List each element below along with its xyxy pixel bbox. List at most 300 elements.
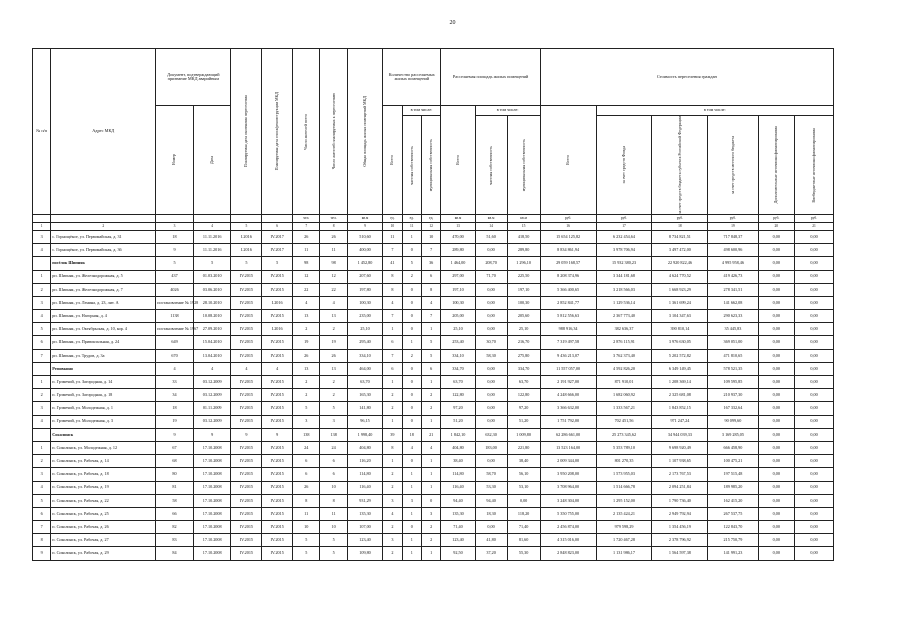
table-cell: 41,80 [475, 534, 507, 547]
table-cell: 7 [421, 310, 440, 323]
table-cell: 81 [156, 481, 194, 494]
table-cell: 6 [383, 362, 402, 375]
column-index-cell: 11 [402, 222, 421, 230]
table-cell: 3 248 304,00 [540, 494, 596, 507]
table-cell: 58 [156, 494, 194, 507]
table-cell: 82 [156, 521, 194, 534]
header-area-total: Всего [441, 106, 475, 215]
table-cell: 0,00 [758, 441, 795, 454]
table-cell: 5 [293, 534, 320, 547]
table-cell: IV.2015 [231, 534, 262, 547]
table-cell: 123,40 [347, 534, 382, 547]
table-cell: 1 361 699,24 [652, 296, 708, 309]
table-cell: 21 [421, 428, 440, 441]
table-cell: 390 810,14 [652, 323, 708, 336]
table-cell: 122 843,70 [708, 521, 758, 534]
table-cell: IV.2015 [231, 481, 262, 494]
column-index-cell: 18 [652, 222, 708, 230]
table-cell: IV.2015 [231, 389, 262, 402]
header-cost-incl: в том числе: [596, 106, 833, 116]
table-cell: 4 [231, 362, 262, 375]
table-cell: 0 [402, 415, 421, 428]
header-address: Адрес МКД [51, 49, 156, 215]
table-cell: 1 208 369,14 [652, 376, 708, 389]
table-cell: 4 [293, 296, 320, 309]
table-cell: 2 191 927,00 [540, 376, 596, 389]
table-cell: 3 [33, 468, 51, 481]
table-cell: 35 445,83 [708, 323, 758, 336]
header-cost-subject: за счет средств бюджета субъекта Российской Федерации [652, 116, 708, 215]
unit-cell: руб. [758, 214, 795, 222]
table-cell: 56,10 [507, 468, 540, 481]
table-cell: 2 [293, 376, 320, 389]
table-cell: 0,00 [795, 270, 834, 283]
table-cell: 4 315 016,00 [540, 534, 596, 547]
table-cell: 3 708 964,00 [540, 481, 596, 494]
table-cell: 3 [320, 415, 347, 428]
table-row [33, 455, 834, 468]
table-cell: 510,60 [347, 230, 382, 243]
table-cell: IV.2017 [262, 230, 293, 243]
table-cell: 03.12.2009 [193, 415, 231, 428]
table-cell: 5 [293, 547, 320, 560]
table-cell: 5 [262, 257, 293, 270]
table-cell: 0,00 [795, 296, 834, 309]
unit-cell: ед. [383, 214, 402, 222]
table-cell: 7 [383, 310, 402, 323]
table-cell: 289,80 [441, 244, 475, 257]
table-cell: 0,00 [795, 494, 834, 507]
table-cell: 5 [320, 402, 347, 415]
table-cell: 3 [33, 402, 51, 415]
table-cell: IV.2015 [231, 468, 262, 481]
address-cell: п. Соколинск, ул. Рабочая, д. 22 [51, 494, 156, 507]
table-cell: 36 [421, 257, 440, 270]
table-row [33, 415, 834, 428]
table-cell: 26 [320, 230, 347, 243]
column-index-cell: 3 [156, 222, 194, 230]
table-cell: 470,00 [441, 230, 475, 243]
table-cell: IV.2015 [231, 415, 262, 428]
table-cell: 97,20 [507, 402, 540, 415]
table-cell: 71,70 [475, 270, 507, 283]
table-cell: 0,00 [795, 415, 834, 428]
address-cell: Соколинск [51, 428, 156, 441]
table-cell: 123,40 [441, 534, 475, 547]
table-cell: 53,10 [507, 481, 540, 494]
header-cost-fund: за счет средств Фонда [596, 116, 652, 215]
table-cell: 871 910,01 [596, 376, 652, 389]
table-cell: постановление № 1928 [156, 296, 194, 309]
table-cell: 22 [293, 283, 320, 296]
settlement-summary-row [33, 428, 834, 441]
column-index-cell: 19 [708, 222, 758, 230]
table-cell: IV.2015 [231, 441, 262, 454]
table-cell: 0,00 [795, 534, 834, 547]
header-cost-extra2: Внебюджетные источники финансирования [795, 116, 834, 215]
address-cell: рп. Шипняк, ул. Трудов, д. 3а [51, 349, 156, 362]
table-cell: 2 876 115,91 [596, 336, 652, 349]
address-cell: посёлок Шипняк [51, 257, 156, 270]
column-index-cell: 17 [596, 222, 652, 230]
table-cell: 167 332,64 [708, 402, 758, 415]
table-cell: 2 [421, 402, 440, 415]
table-cell: 1 998,40 [347, 428, 382, 441]
table-cell: 58,30 [475, 349, 507, 362]
table-cell: 0,00 [475, 323, 507, 336]
table-cell: 109,80 [347, 547, 382, 560]
table-cell: 17.10.2008 [193, 534, 231, 547]
unit-cell: руб. [795, 214, 834, 222]
table-cell: 26 [320, 349, 347, 362]
table-cell: 0,00 [795, 362, 834, 375]
table-cell: 0,00 [475, 415, 507, 428]
address-cell: рп. Шипняк, ул. Октябрьская, д. 10, кор. 4 [51, 323, 156, 336]
table-cell: 26 [293, 349, 320, 362]
table-cell: 63,70 [507, 376, 540, 389]
table-cell: 1 [421, 547, 440, 560]
address-cell: п. Грэмечий, ул. Загородная, д. 18 [51, 389, 156, 402]
table-cell: 71,40 [507, 521, 540, 534]
table-cell: 0,00 [475, 376, 507, 389]
table-cell: I.2016 [262, 323, 293, 336]
table-cell: 0,00 [475, 402, 507, 415]
table-cell: 649 [156, 336, 194, 349]
table-cell: 2 [293, 389, 320, 402]
table-cell: 24 [320, 441, 347, 454]
table-cell: IV.2015 [262, 468, 293, 481]
table-cell: 0,00 [758, 415, 795, 428]
unit-cell [33, 214, 51, 222]
table-cell: 1 [33, 441, 51, 454]
table-cell: 0,00 [795, 547, 834, 560]
table-cell: 419 426,73 [708, 270, 758, 283]
table-cell: 1 [421, 468, 440, 481]
table-cell: 38,40 [441, 455, 475, 468]
table-cell: 135,30 [441, 507, 475, 520]
table-cell: 9 [33, 547, 51, 560]
table-cell: 0,00 [795, 481, 834, 494]
table-cell: 2 367 773,40 [596, 310, 652, 323]
column-index-row [33, 222, 834, 230]
table-cell: 267 537,75 [708, 507, 758, 520]
unit-cell [193, 214, 231, 222]
table-cell: 4 [33, 310, 51, 323]
table-cell: 0,00 [758, 362, 795, 375]
table-cell: 1 843 852,15 [652, 402, 708, 415]
header-rooms-incl: в том числе: [402, 106, 441, 116]
header-area-municipal: муниципальная собственность [507, 116, 540, 215]
table-cell: 4 [156, 362, 194, 375]
table-cell: 197,10 [507, 283, 540, 296]
table-cell: 0 [402, 521, 421, 534]
table-cell: 0,00 [758, 494, 795, 507]
table-row [33, 481, 834, 494]
table-cell: 0 [402, 296, 421, 309]
table-cell: 0,00 [475, 310, 507, 323]
table-cell: 0 [421, 494, 440, 507]
table-cell: 0,00 [795, 323, 834, 336]
table-cell: 4 624 770,52 [652, 270, 708, 283]
table-cell: 0,00 [758, 270, 795, 283]
table-cell: 17.10.2008 [193, 468, 231, 481]
table-cell: 5 [156, 257, 194, 270]
address-cell: п. Соколинск, ул. Рабочая, д. 27 [51, 534, 156, 547]
address-cell: п. Соколинск, ул. Рабочая, д. 29 [51, 547, 156, 560]
table-cell: 8 [421, 283, 440, 296]
table-cell: 717 848,37 [708, 230, 758, 243]
table-cell: 67 [156, 441, 194, 454]
header-planned-end: Планируемая дата окончания переселения [231, 49, 262, 215]
table-cell: 225,50 [507, 270, 540, 283]
column-index-cell: 20 [758, 222, 795, 230]
table-cell: 275,80 [507, 349, 540, 362]
column-index-cell: 9 [347, 222, 382, 230]
address-cell: п. Соколинск, ул. Рабочая, д. 18 [51, 468, 156, 481]
table-cell: 71,40 [441, 521, 475, 534]
table-cell: 801 270,35 [596, 455, 652, 468]
table-cell: 4 [421, 441, 440, 454]
table-cell: 471 810,65 [708, 349, 758, 362]
table-cell: 702 451,56 [596, 415, 652, 428]
table-cell: 51,60 [475, 230, 507, 243]
table-cell: IV.2015 [262, 415, 293, 428]
table-cell: 8 [383, 283, 402, 296]
table-cell: 11 [383, 230, 402, 243]
table-cell: 2 135 424,21 [596, 507, 652, 520]
table-cell: 3 [33, 230, 51, 243]
table-cell: 01.03.2010 [193, 270, 231, 283]
table-row [33, 349, 834, 362]
table-cell: 2 [383, 481, 402, 494]
table-cell: 9 [262, 428, 293, 441]
table-cell: 0,00 [795, 283, 834, 296]
table-cell: 2 [33, 283, 51, 296]
table-cell: 197,80 [347, 283, 382, 296]
table-cell: 6 [293, 455, 320, 468]
header-rooms-municipal: муниципальная собственность [421, 116, 440, 215]
table-cell: 51,20 [441, 415, 475, 428]
table-cell: IV.2015 [262, 402, 293, 415]
table-cell: 5 [402, 257, 421, 270]
table-cell: IV.2015 [231, 402, 262, 415]
table-cell: 3 [293, 415, 320, 428]
header-doc-date: Дата [193, 106, 231, 215]
table-cell: 0,00 [475, 244, 507, 257]
table-cell: 3 [402, 494, 421, 507]
table-cell: 7 [33, 349, 51, 362]
header-total-area: Общая площадь жилых помещений МКД [347, 49, 382, 215]
table-cell: 18 [156, 402, 194, 415]
table-row [33, 468, 834, 481]
table-cell: 1 [33, 376, 51, 389]
table-cell: 26 [293, 230, 320, 243]
table-cell: постановление № 1967 [156, 323, 194, 336]
table-cell: 17.10.2008 [193, 481, 231, 494]
table-cell: 2 [383, 521, 402, 534]
table-cell: 122,80 [507, 389, 540, 402]
unit-cell: ед. [402, 214, 421, 222]
header-doc-number: Номер [156, 106, 194, 215]
table-cell: 2 949 792,94 [652, 507, 708, 520]
unit-cell: руб. [596, 214, 652, 222]
table-cell: 94,40 [441, 494, 475, 507]
table-cell: 0,00 [795, 376, 834, 389]
header-rooms-total: Всего [383, 106, 402, 215]
address-cell: рп. Шипняк, ул. Ленина, д. 23, лит. А [51, 296, 156, 309]
table-cell: IV.2015 [262, 310, 293, 323]
unit-cell: руб. [652, 214, 708, 222]
table-cell: 13 [293, 362, 320, 375]
address-cell: п. Соколинск, ул. Молодежная, д. 12 [51, 441, 156, 454]
table-cell: 1 009,80 [507, 428, 540, 441]
table-cell: IV.2015 [262, 534, 293, 547]
column-index-cell: 15 [507, 222, 540, 230]
table-cell: 15 932 380,23 [596, 257, 652, 270]
table-cell: 2 173 767,53 [652, 468, 708, 481]
table-cell: 0 [402, 310, 421, 323]
table-cell: 17.10.2008 [193, 494, 231, 507]
table-cell: 3 104 347,63 [652, 310, 708, 323]
table-cell: 0,00 [475, 283, 507, 296]
table-cell: 2 456 874,00 [540, 521, 596, 534]
unit-cell: чел. [293, 214, 320, 222]
header-cost-total: Всего [540, 106, 596, 215]
table-cell: 4 [193, 362, 231, 375]
table-cell: 114,80 [441, 468, 475, 481]
table-cell: 19 [293, 336, 320, 349]
table-cell: 33 [156, 376, 194, 389]
table-cell: 971 247,24 [652, 415, 708, 428]
table-cell: 141 991,23 [708, 547, 758, 560]
table-cell: 8 [383, 270, 402, 283]
table-cell: I.2016 [231, 244, 262, 257]
table-cell: 0 [402, 283, 421, 296]
address-cell: п. Соколинск, ул. Рабочая, д. 26 [51, 521, 156, 534]
table-cell: 3 762 373,40 [596, 349, 652, 362]
table-cell: IV.2015 [262, 481, 293, 494]
table-cell: 3 978 706,94 [596, 244, 652, 257]
table-cell: IV.2015 [231, 547, 262, 560]
table-cell: 15 654 125,82 [540, 230, 596, 243]
table-cell: 6 349 149,45 [652, 362, 708, 375]
table-cell: 1 751 792,00 [540, 415, 596, 428]
table-cell: 334,10 [441, 349, 475, 362]
unit-cell: кв.м [441, 214, 475, 222]
table-cell: 03.12.2009 [193, 376, 231, 389]
table-cell: 0,00 [475, 521, 507, 534]
table-cell: 4 248 666,00 [540, 389, 596, 402]
table-row [33, 494, 834, 507]
table-cell: 5 [33, 323, 51, 336]
table-cell: 116,40 [347, 481, 382, 494]
header-planned-demolition: Планируемая дата сноса/реконструкции МКД [262, 49, 293, 215]
table-cell: 5 [421, 349, 440, 362]
table-cell: 5 [320, 547, 347, 560]
table-cell: 17.10.2008 [193, 441, 231, 454]
unit-cell [51, 214, 156, 222]
table-row [33, 521, 834, 534]
table-cell: 13 [320, 362, 347, 375]
table-cell: 51,20 [507, 415, 540, 428]
table-cell: 0,00 [507, 494, 540, 507]
address-cell: рп. Шипняк, ул. Железнодорожная, д. 7 [51, 283, 156, 296]
table-cell: 253,40 [441, 336, 475, 349]
table-cell: 4 [262, 362, 293, 375]
table-cell: IV.2015 [231, 455, 262, 468]
column-index-cell: 13 [441, 222, 475, 230]
table-cell: 11 [293, 244, 320, 257]
table-cell: 83 [156, 534, 194, 547]
table-cell: 1 [402, 547, 421, 560]
table-body [33, 230, 834, 560]
table-cell: 1 [383, 455, 402, 468]
table-cell: 13 [320, 310, 347, 323]
table-cell: 7 [421, 244, 440, 257]
table-cell: 7 [33, 521, 51, 534]
table-cell: 3 [33, 296, 51, 309]
table-cell: 1 720 467,28 [596, 534, 652, 547]
table-cell: 3 [383, 534, 402, 547]
table-cell: 100,30 [347, 296, 382, 309]
table-cell: 0,00 [758, 230, 795, 243]
header-cost-group: Стоимость переселения граждан [540, 49, 833, 106]
table-cell: 7 319 497,58 [540, 336, 596, 349]
table-cell: 25,10 [441, 323, 475, 336]
table-cell: 5 353 789,10 [596, 441, 652, 454]
table-cell: 0,00 [795, 230, 834, 243]
table-cell: 0,00 [475, 296, 507, 309]
table-cell: 30,70 [475, 336, 507, 349]
table-cell: 1 [402, 230, 421, 243]
unit-cell: руб. [708, 214, 758, 222]
unit-cell [156, 214, 194, 222]
table-cell: 3 976 630,05 [652, 336, 708, 349]
table-cell: I.2016 [262, 296, 293, 309]
table-cell: 0,00 [475, 362, 507, 375]
table-cell: 13 [293, 310, 320, 323]
table-cell: 215 750,79 [708, 534, 758, 547]
table-cell: 9 [156, 244, 194, 257]
table-cell: 1 354 456,19 [652, 521, 708, 534]
table-cell: 4 [383, 296, 402, 309]
table-cell: 0,00 [795, 349, 834, 362]
table-cell: 9 [193, 428, 231, 441]
table-cell: 26 [293, 481, 320, 494]
table-row [33, 507, 834, 520]
table-cell: IV.2015 [231, 376, 262, 389]
table-cell: IV.2015 [231, 521, 262, 534]
table-cell: 235,00 [347, 310, 382, 323]
table-cell: 141 662,08 [708, 296, 758, 309]
table-cell: 25,10 [347, 323, 382, 336]
table-cell: 27.09.2010 [193, 323, 231, 336]
table-cell: 4 [33, 244, 51, 257]
table-cell: 988 916,34 [540, 323, 596, 336]
table-cell: 931,29 [347, 494, 382, 507]
table-cell: 0 [402, 244, 421, 257]
table-cell: 0,00 [758, 389, 795, 402]
table-row [33, 230, 834, 243]
address-cell: п. Соколинск, ул. Рабочая, д. 25 [51, 507, 156, 520]
table-cell: 0,00 [758, 428, 795, 441]
table-cell: 100,30 [507, 296, 540, 309]
table-cell: 22 [320, 283, 347, 296]
table-cell: 1 [402, 336, 421, 349]
address-cell: с. Горнощёкое, ул. Первомайская, д. 36 [51, 244, 156, 257]
table-cell: 165,30 [347, 389, 382, 402]
table-cell: 205,60 [507, 310, 540, 323]
